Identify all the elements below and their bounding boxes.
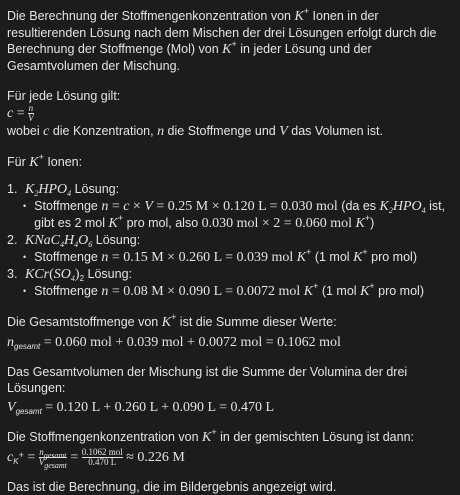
list-number: 3.	[7, 267, 18, 281]
solutions-list	[7, 181, 450, 300]
general-explanation: wobei c die Konzentration, n die Stoffmenge und V das Volumen ist.	[7, 124, 383, 139]
total-volume-formula: $V_{gesamt} = 0.120$ L + 0.260 L + 0.090 L = 0.470 L	[7, 400, 275, 416]
concentration-text: Die Stoffmengenkonzentration von K+ in der gemischten Lösung ist dann:	[7, 427, 415, 445]
bullet-item: • Stoffmenge n = 0.15 M × 0.260 L = 0.039 mol K+ (1 mol K+ pro mol)	[23, 247, 417, 265]
solution-item-2: 2. $KNaC_4H_4O_6$ Lösung: • Stoffmenge n = 0.15 M × 0.260 L = 0.039 mol K+ (1 mol K+ pro mol)	[7, 232, 450, 266]
total-volume-text: Das Gesamtvolumen der Mischung ist die Summe der Volumina der drei Lösungen:	[7, 365, 408, 395]
general-formula: c = $\frac{n}{V}$	[7, 103, 34, 123]
list-number: 1.	[7, 182, 18, 196]
intro-paragraph: Die Berechnung der Stoffmengenkonzentration von K+ Ionen in der resultierenden Lösung nach dem Mischen der drei Lösungen erfolgt durch die Berechnung der Stoffmenge (Mol) von K+ in jeder Lösung und der Gesamtvolumen der Mischung.	[7, 6, 437, 73]
concentration-formula: $c_{K^+}$ = $\frac{n_{gesamt}}{V_{gesamt}}$ = $\frac{\text{0.1062 mol}}{0.470 L}$ ≈ 0.226 M	[7, 447, 185, 471]
bullet-item: • Stoffmenge n = c × V = 0.25 M × 0.120 L = 0.030 mol (da es $K_2HPO_4$ ist, gibt es 2 mol K+ pro mol, also 0.030 mol × 2 = 0.060 mol K+)	[23, 199, 446, 231]
list-number: 2.	[7, 233, 18, 247]
k-ions-heading: Für K+ Ionen:	[7, 152, 83, 170]
bullet-item: • Stoffmenge n = 0.08 M × 0.090 L = 0.0072 mol K+ (1 mol K+ pro mol)	[23, 281, 424, 299]
total-moles-text: Die Gesamtstoffmenge von K+ ist die Summe dieser Werte:	[7, 312, 337, 330]
solution-item-1: 1. $K_2HPO_4$ Lösung: • Stoffmenge n = c × V = 0.25 M × 0.120 L = 0.030 mol (da es $K_2HPO_4$ ist, gibt es 2 mol K+ pro mol, also 0.030 mol × 2 = 0.060 mol K+)	[7, 181, 450, 232]
total-moles-formula: $n_{gesamt} = 0.060$ mol + 0.039 mol + 0.0072 mol = 0.1062 mol	[7, 335, 341, 351]
closing-text: Das ist die Berechnung, die im Bildergebnis angezeigt wird.	[7, 480, 337, 494]
solution-item-3: 3. $KCr(SO_4)_2$ Lösung: • Stoffmenge n = 0.08 M × 0.090 L = 0.0072 mol K+ (1 mol K+ pro mol)	[7, 266, 450, 300]
general-heading: Für jede Lösung gilt:	[7, 89, 121, 103]
